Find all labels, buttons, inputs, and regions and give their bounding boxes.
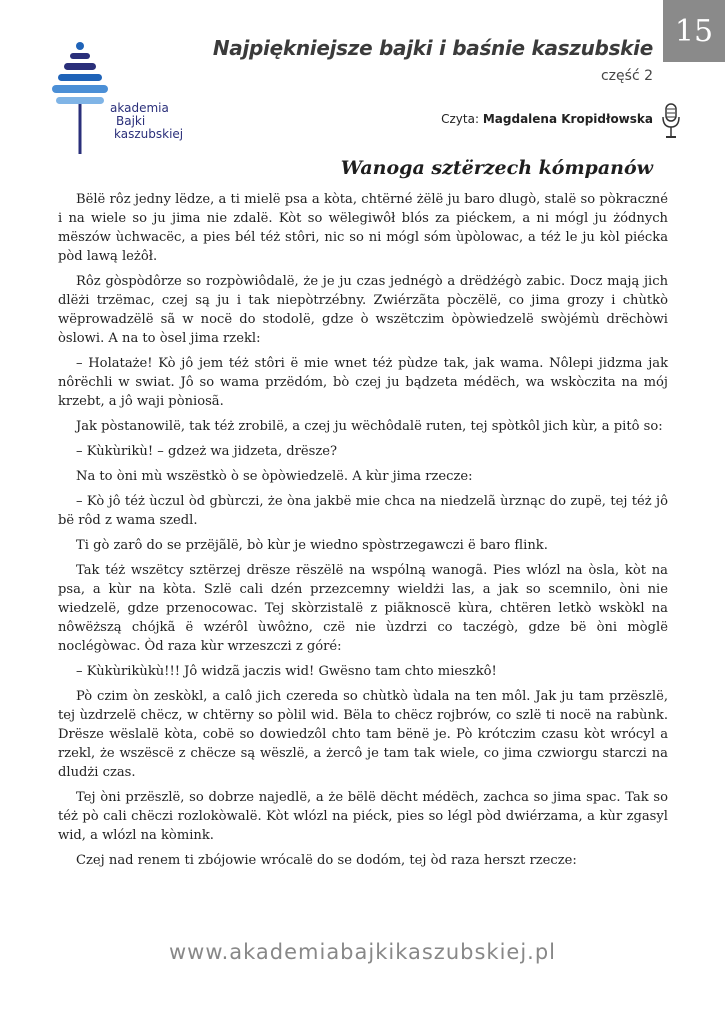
paragraph: Ti gò zarô do se przëjãlë, bò kùr je wiedno spòstrzegawczi ë baro flink. (76, 538, 548, 553)
paragraph: Tak téż wszëtcy sztërzej drësze rëszëlë na wspólną wanogã. Pies wlózl na òsla, kòt na psa, a kùr na kòta. Szlë cali dzén przezcemny wieldżi las, a jak so scemnilo, òni nie wiedzelë, gdze przenocowac. Tej skòrzistalë z piãknoscë kùra, chtëren letkò wskòkl na nôwëższą chójkã ë wzérôl ùwôżno, czë nie ùzdrzi co taczégò, gdze bë òni mòglë noclégòwac. Òd raza kùr wrzeszczi z góré: (58, 563, 668, 654)
reader-name: Magdalena Kropidłowska (482, 112, 653, 126)
paragraph: Rôz gòspòdôrze so rozpòwiôdalë, że je ju czas jednégò a drëdżégò zabic. Docz mają jich dlëżi trzëmac, czej są ju i tak niepòtrzébny. Zwiérzãta pòczëlë, co jima grozy i chùtkò wëprowadzëlë sã w nocë do stodolë, gdze ò wszëtczim òpòwiedzelë swòjémù drëchòwi òslowi. A na to òsel jima rzekl: (58, 274, 668, 346)
logo-line-3: kaszubskiej (114, 127, 184, 141)
story-body (58, 190, 668, 876)
paragraph: – Kùkùrikù! – gdzeż wa jidzeta, drësze? (76, 444, 338, 459)
microphone-icon (661, 103, 681, 139)
logo-line-1: akademia (110, 101, 169, 115)
paragraph: Czej nad renem ti zbójowie wrócalë do se dodóm, tej òd raza herszt rzecze: (76, 853, 577, 868)
paragraph: Na to òni mù wszëstkò ò se òpòwiedzelë. A kùr jima rzecze: (76, 469, 473, 484)
paragraph: Bëlë rôz jedny lëdze, a ti mielë psa a kòta, chtërné żëlë ju baro dlugò, stalë so pòkraczné i na wiele so ju jima nie zdalë. Kòt so wëlegiwôł blós za piéckem, a ni mógl ju żódnych mëszów ùchwacëc, a pies bél téż stôri, nic so ni mógl sóm ùpòlowac, a téż le ju kòl piécka pòd lawą leżôł. (58, 192, 668, 264)
paragraph: – Kò jô téż ùczul òd gbùrczi, że òna jakbë mie chca na niedzelã ùrznąc do zupë, tej téż jô bë rôd z wama szedl. (58, 494, 668, 528)
paragraph: – Kùkùrikùkù!!! Jô widzã jaczis wid! Gwësno tam chto mieszkô! (76, 664, 497, 679)
part-label: część 2 (600, 68, 653, 84)
paragraph: Jak pòstanowilë, tak téż zrobilë, a czej ju wëchôdalë ruten, tej spòtkôl jich kùr, a pitô so: (76, 419, 663, 434)
logo-line-2: Bajki (116, 114, 146, 128)
paragraph: Pò czim òn zeskòkl, a calô jich czereda so chùtkò ùdala na ten môl. Jak ju tam przëszlë, tej ùzdrzelë chëcz, w chtërny so pòlil wid. Bëla to chëcz rojbrów, co szlë ti nocë na rabùnk. Drësze wëslalë kòta, cobë so dowiedzôl chto tam bënë je. Pò krótczim czasu kòt wrócyl a rzekl, że wszëscë z chëcze są wëszlë, a żercô je tam tak wiele, co jima czwiorgu starczi na dludżi czas. (58, 689, 668, 780)
page-number-badge: 15 (663, 0, 725, 62)
paragraph: – Holataże! Kò jô jem téż stôri ë mie wnet téż pùdze tak, jak wama. Nôlepi jidzma jak nôrëchli w swiat. Jô so wama przëdóm, bò czej ju bądzeta médëch, wa wskòczita na mój krzebt, a jô waji pòniosã. (58, 356, 668, 409)
logo-wordmark (110, 102, 183, 141)
story-title: Wanoga sztërzech kómpanów (340, 157, 653, 179)
reader-label: Czyta: (441, 112, 480, 126)
footer-website-link[interactable]: www.akademiabajkikaszubskiej.pl (168, 940, 557, 964)
paragraph: Tej òni przëszlë, so dobrze najedlë, a że bëlë dëcht médëch, zachca so jima spac. Tak so téż pò cali chëczi rozlokòwalë. Kòt wlózl na piéck, pies so légl pòd dwiérzama, a kùr zgasyl wid, a wlózl na kòmink. (58, 790, 668, 843)
reader-credit (441, 112, 653, 126)
series-title: Najpiękniejsze bajki i baśnie kaszubskie (212, 36, 653, 60)
